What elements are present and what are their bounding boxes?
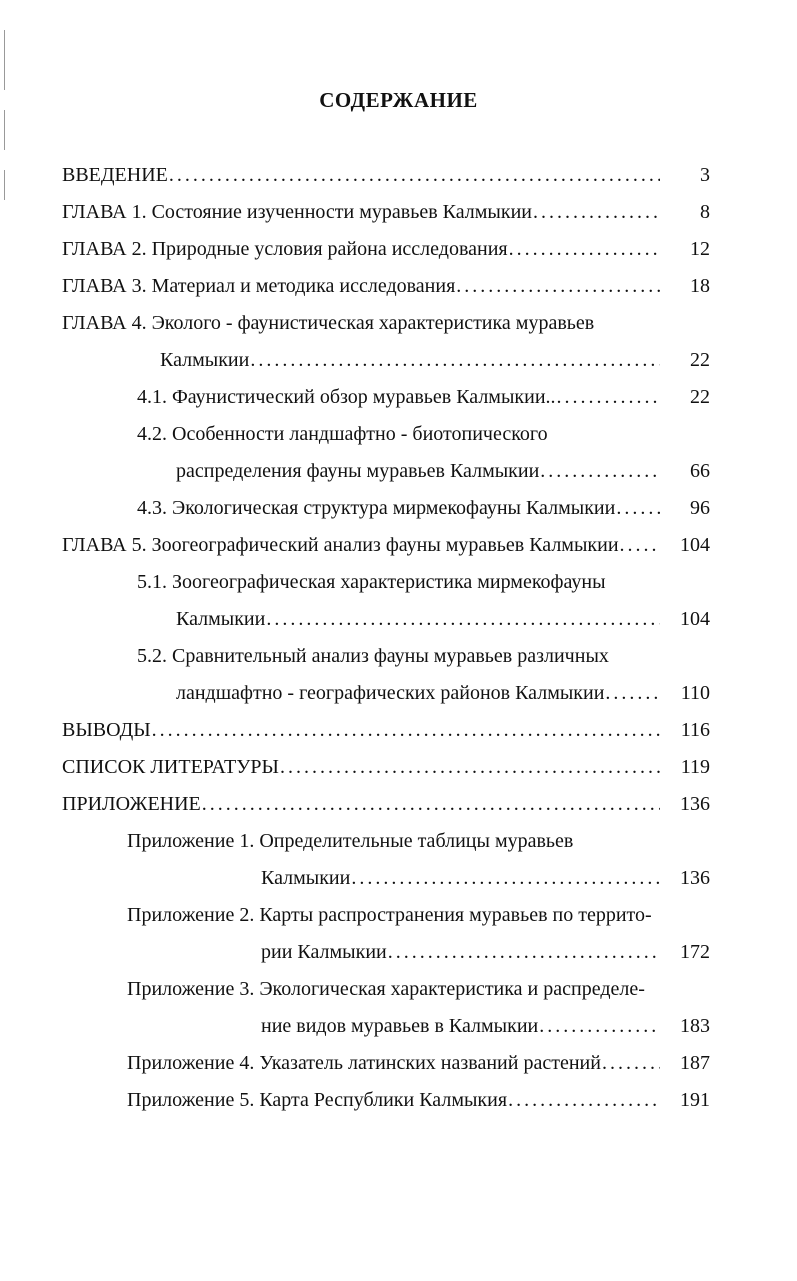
leader-dots: [169, 160, 660, 190]
leader-dots: [388, 937, 660, 967]
toc-entry[interactable]: [137, 493, 710, 523]
toc-entry-page: 66: [690, 460, 710, 482]
toc-entry[interactable]: [62, 530, 710, 560]
toc-entry-text: ПРИЛОЖЕНИЕ: [62, 793, 201, 815]
toc-entry[interactable]: [62, 234, 710, 264]
toc-entry[interactable]: [160, 345, 710, 375]
toc-entry-page: 3: [700, 164, 710, 186]
toc-title: СОДЕРЖАНИЕ: [319, 88, 478, 112]
toc-entry-page: 104: [680, 534, 710, 556]
toc-entry-page: 22: [690, 349, 710, 371]
toc-entry-text: Калмыкии: [176, 608, 266, 630]
leader-dots: [605, 678, 660, 708]
toc-entry-text: ВВЕДЕНИЕ: [62, 164, 168, 186]
toc-entry[interactable]: [127, 1048, 710, 1078]
toc-entry[interactable]: [261, 863, 710, 893]
toc-entry[interactable]: [62, 197, 710, 227]
toc-entry[interactable]: [176, 604, 710, 634]
leader-dots: [351, 863, 660, 893]
leader-dots: [508, 1085, 660, 1115]
leader-dots: [539, 1011, 660, 1041]
toc-entry-page: 183: [680, 1015, 710, 1037]
toc-entry-heading[interactable]: 5.2. Сравнительный анализ фауны муравьев различных: [137, 645, 609, 667]
scan-edge-marks: [0, 30, 10, 230]
toc-entry-text: Приложение 4. Указатель латинских названий растений: [127, 1052, 601, 1074]
leader-dots: [557, 382, 660, 412]
toc-entry[interactable]: [62, 715, 710, 745]
toc-entry-text: 4.1. Фаунистический обзор муравьев Калмыкии..: [137, 386, 556, 408]
toc-entry-text: ГЛАВА 1. Состояние изученности муравьев Калмыкии: [62, 201, 532, 223]
toc-entry-page: 119: [680, 756, 710, 778]
toc-entry[interactable]: [62, 271, 710, 301]
toc-entry[interactable]: [137, 382, 710, 412]
toc-entry-page: 18: [690, 275, 710, 297]
toc-entry-text: ГЛАВА 2. Природные условия района исследования: [62, 238, 508, 260]
toc-entry-heading[interactable]: Приложение 1. Определительные таблицы муравьев: [127, 830, 574, 852]
toc-entry-text: распределения фауны муравьев Калмыкии: [176, 460, 540, 482]
toc-entry-page: 110: [680, 682, 710, 704]
toc-entry-page: 104: [680, 608, 710, 630]
leader-dots: [509, 234, 660, 264]
leader-dots: [616, 493, 660, 523]
toc-entry-text: 4.3. Экологическая структура мирмекофауны Калмыкии: [137, 497, 616, 519]
leader-dots: [152, 715, 660, 745]
toc-entry-heading[interactable]: Приложение 3. Экологическая характеристика и распределе-: [127, 978, 645, 1000]
toc-entry-page: 8: [700, 201, 710, 223]
toc-entry-text: Калмыкии: [160, 349, 250, 371]
toc-entry-page: 191: [680, 1089, 710, 1111]
toc-entry-heading[interactable]: Приложение 2. Карты распространения муравьев по террито-: [127, 904, 652, 926]
toc-entry[interactable]: [62, 160, 710, 190]
toc-entry-page: 22: [690, 386, 710, 408]
toc-entry[interactable]: [176, 678, 710, 708]
toc-entry-text: ландшафтно - географических районов Калмыкии: [176, 682, 605, 704]
toc-entry-page: 96: [690, 497, 710, 519]
toc-entry-text: Калмыкии: [261, 867, 351, 889]
toc-entry[interactable]: [62, 752, 710, 782]
toc-entry-text: ГЛАВА 3. Материал и методика исследования: [62, 275, 456, 297]
toc-entry-page: 172: [680, 941, 710, 963]
toc-entry-text: ние видов муравьев в Калмыкии: [261, 1015, 539, 1037]
toc-entry[interactable]: [176, 456, 710, 486]
toc-entry-page: 12: [690, 238, 710, 260]
toc-entry-text: ВЫВОДЫ: [62, 719, 151, 741]
leader-dots: [533, 197, 660, 227]
leader-dots: [620, 530, 660, 560]
leader-dots: [456, 271, 660, 301]
toc-entry-text: рии Калмыкии: [261, 941, 387, 963]
toc-entry-text: ГЛАВА 5. Зоогеографический анализ фауны муравьев Калмыкии: [62, 534, 619, 556]
toc-entry[interactable]: [261, 1011, 710, 1041]
toc-entry-page: 187: [680, 1052, 710, 1074]
leader-dots: [202, 789, 660, 819]
toc-entry-page: 136: [680, 867, 710, 889]
leader-dots: [266, 604, 660, 634]
toc-entry-text: СПИСОК ЛИТЕРАТУРЫ: [62, 756, 279, 778]
leader-dots: [540, 456, 660, 486]
toc-entry-heading[interactable]: 4.2. Особенности ландшафтно - биотопического: [137, 423, 548, 445]
toc-entry-page: 136: [680, 793, 710, 815]
toc-entry-heading[interactable]: 5.1. Зоогеографическая характеристика мирмекофауны: [137, 571, 606, 593]
leader-dots: [602, 1048, 660, 1078]
toc-entry-page: 116: [680, 719, 710, 741]
toc-entry-text: Приложение 5. Карта Республики Калмыкия: [127, 1089, 508, 1111]
toc-entry[interactable]: [261, 937, 710, 967]
toc-entry[interactable]: [127, 1085, 710, 1115]
leader-dots: [280, 752, 660, 782]
toc-entry[interactable]: [62, 789, 710, 819]
leader-dots: [250, 345, 660, 375]
toc-entry-heading[interactable]: ГЛАВА 4. Эколого - фаунистическая характеристика муравьев: [62, 312, 595, 334]
